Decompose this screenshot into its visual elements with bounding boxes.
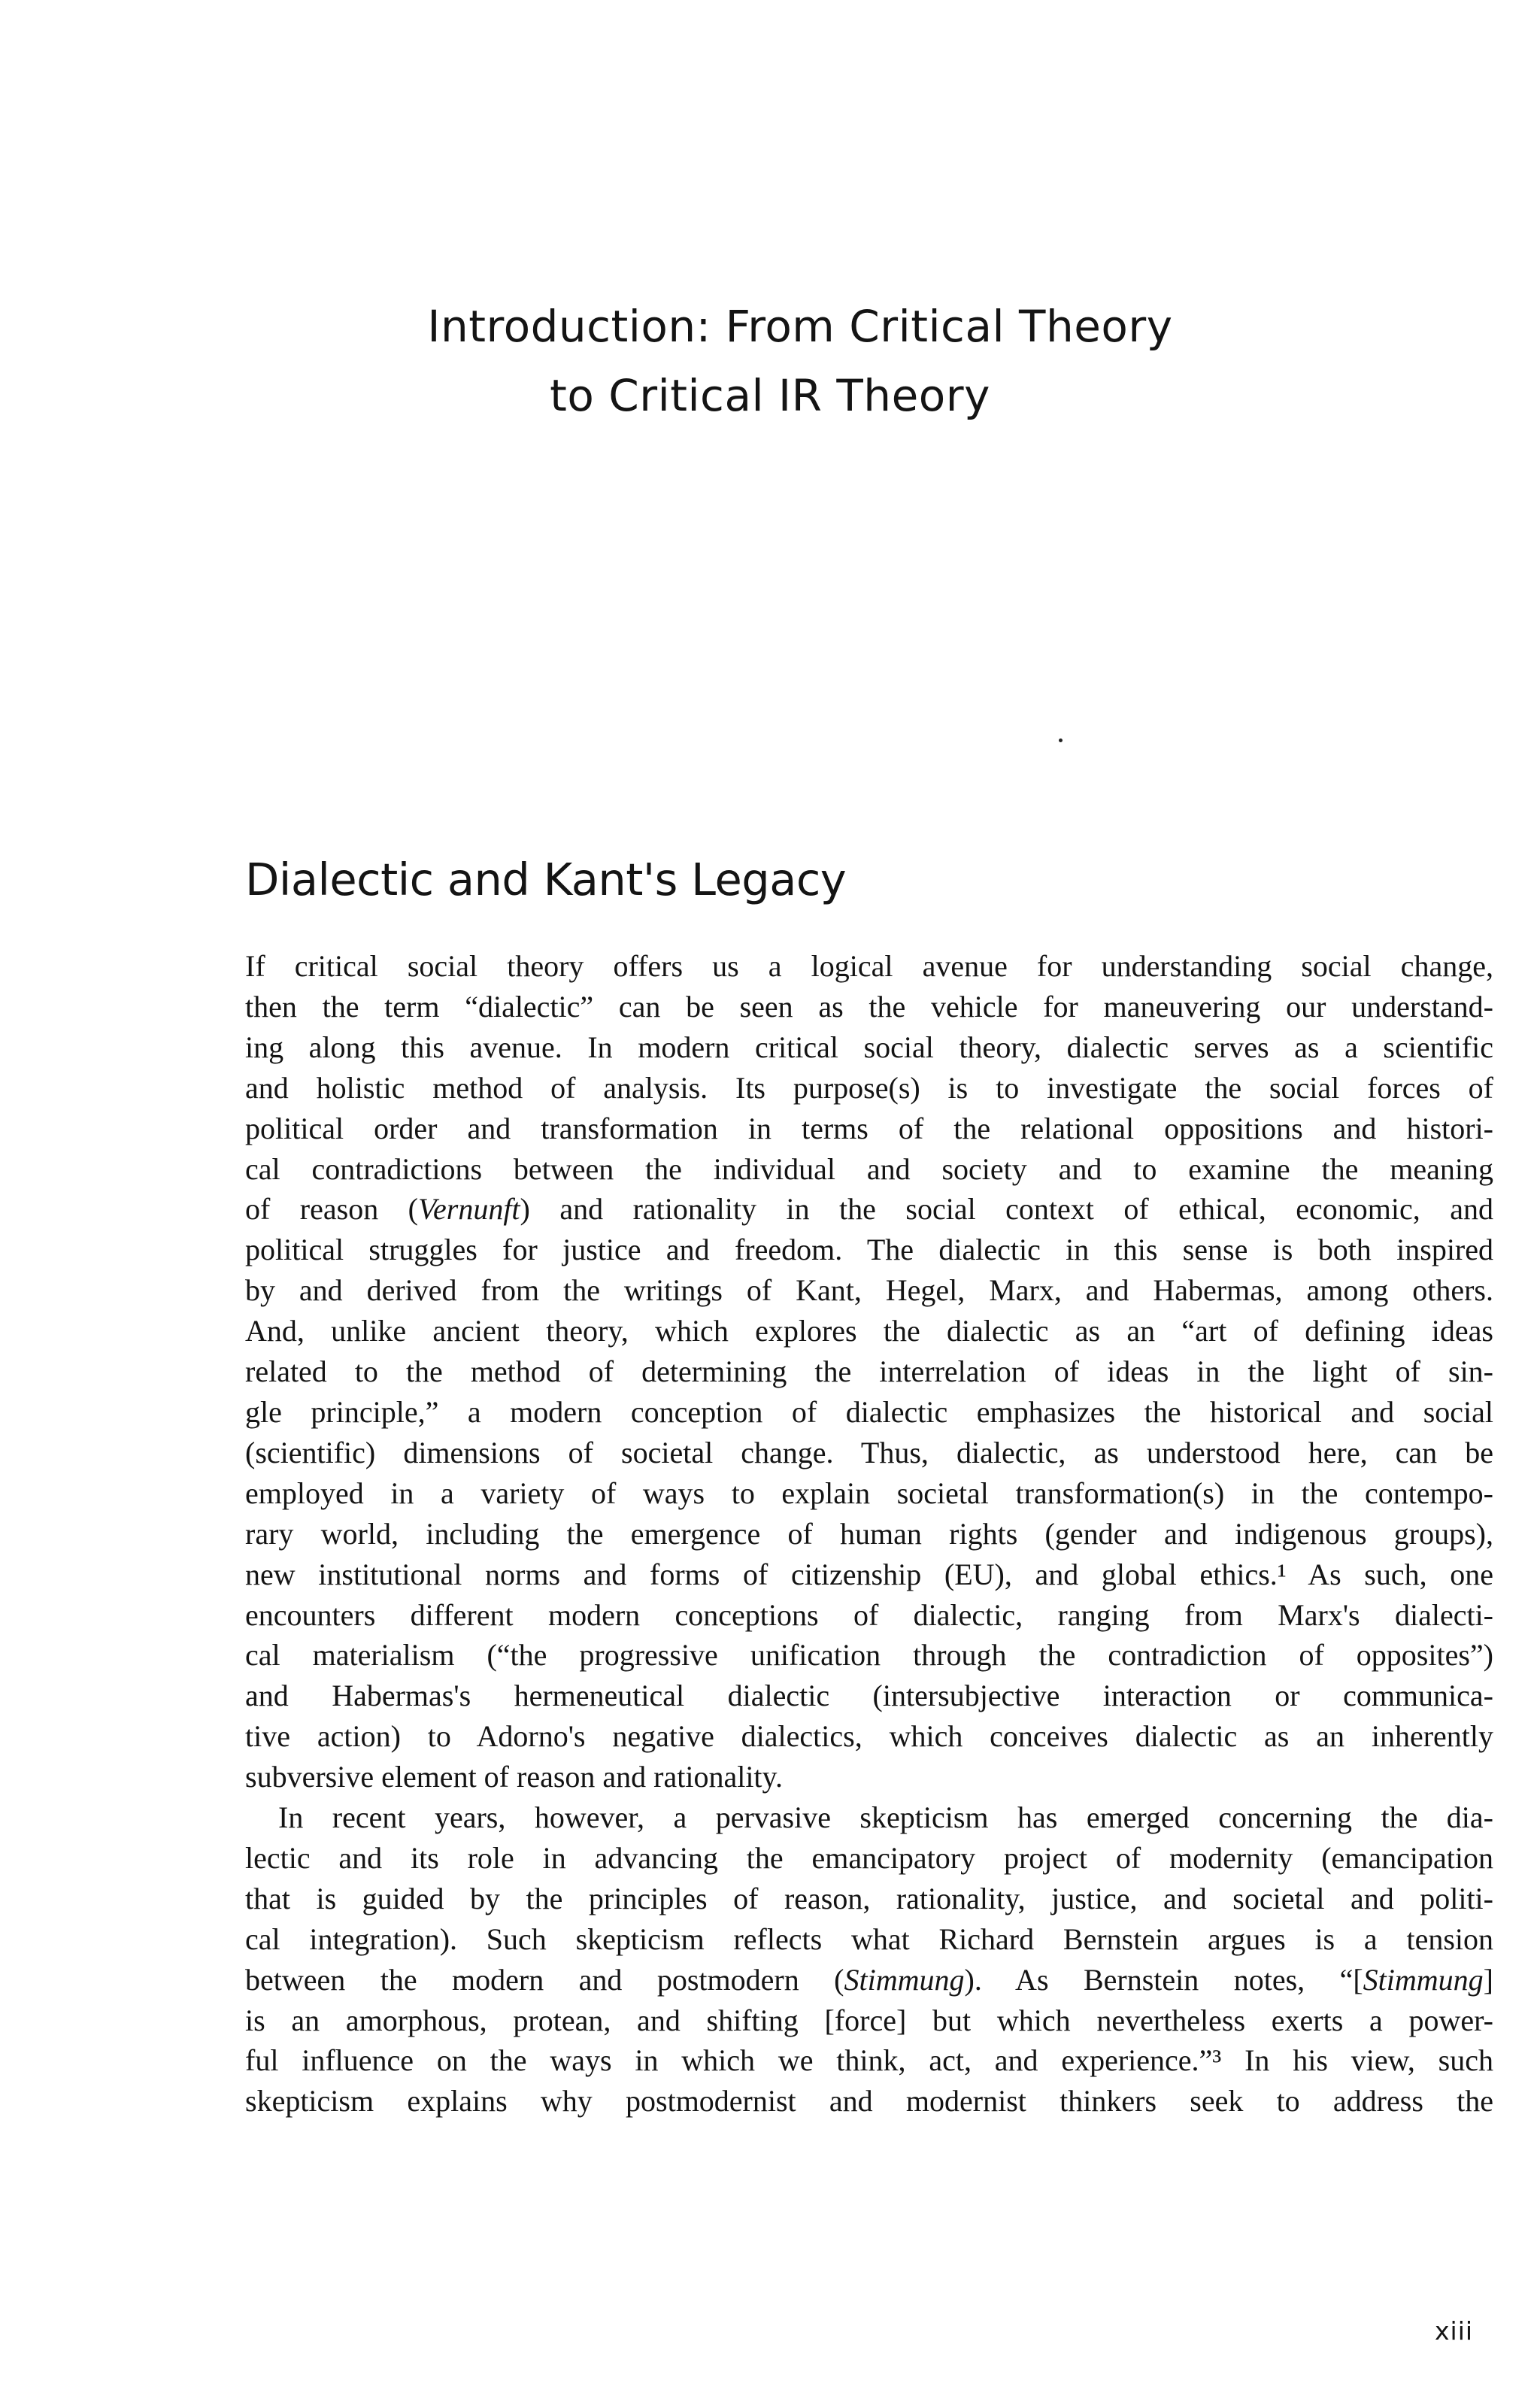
text-line: tive action) to Adorno's negative dialectics, which conceives dialectic as an inherently: [245, 1719, 1493, 1754]
text-line: cal integration). Such skepticism reflects what Richard Bernstein argues is a tension: [245, 1921, 1493, 1956]
text-line: gle principle,” a modern conception of dialectic emphasizes the historical and social: [245, 1394, 1493, 1429]
text-line: new institutional norms and forms of citizenship (EU), and global ethics.¹ As such, one: [245, 1557, 1493, 1591]
text-line: of reason (Vernunft) and rationality in the social context of ethical, economic, and: [245, 1192, 1493, 1227]
text-line: is an amorphous, protean, and shifting [force] but which nevertheless exerts a power-: [245, 2003, 1493, 2037]
text-line: between the modern and postmodern (Stimmung). As Bernstein notes, “[Stimmung]: [245, 1962, 1493, 1997]
text-line: encounters different modern conceptions of dialectic, ranging from Marx's dialecti-: [245, 1597, 1493, 1632]
text-line: (scientific) dimensions of societal change. Thus, dialectic, as understood here, can be: [245, 1435, 1493, 1469]
text-line: and holistic method of analysis. Its purpose(s) is to investigate the social forces of: [245, 1070, 1493, 1105]
text-line: political struggles for justice and freedom. The dialectic in this sense is both inspired: [245, 1233, 1493, 1267]
text-line: If critical social theory offers us a logical avenue for understanding social change,: [245, 949, 1493, 983]
paragraph-1: [245, 946, 1493, 1797]
text-line: skepticism explains why postmodernist and modernist thinkers seek to address the: [245, 2084, 1493, 2119]
text-line: employed in a variety of ways to explain societal transformation(s) in the contempo-: [245, 1476, 1493, 1510]
section-heading: Dialectic and Kant's Legacy: [245, 854, 847, 905]
text-line: that is guided by the principles of reason, rationality, justice, and societal and politi-: [245, 1881, 1493, 1915]
body-text: [245, 946, 1493, 2122]
text-line: And, unlike ancient theory, which explores the dialectic as an “art of defining ideas: [245, 1314, 1493, 1348]
stray-mark: [1059, 739, 1063, 742]
text-line: rary world, including the emergence of human rights (gender and indigenous groups),: [245, 1516, 1493, 1551]
text-line: ing along this avenue. In modern critical social theory, dialectic serves as a scientific: [245, 1030, 1493, 1064]
text-line: by and derived from the writings of Kant, Hegel, Marx, and Habermas, among others.: [245, 1273, 1493, 1308]
text-line: then the term “dialectic” can be seen as the vehicle for maneuvering our understand-: [245, 989, 1493, 1024]
text-line: ful influence on the ways in which we think, act, and experience.”³ In his view, such: [245, 2043, 1493, 2078]
text-line: and Habermas's hermeneutical dialectic (intersubjective interaction or communica-: [245, 1679, 1493, 1713]
text-line: related to the method of determining the interrelation of ideas in the light of sin-: [245, 1354, 1493, 1389]
chapter-title-line-1: Introduction: From Critical Theory: [427, 301, 1173, 352]
text-line: political order and transformation in terms of the relational oppositions and histori-: [245, 1111, 1493, 1145]
chapter-title: [0, 292, 1540, 430]
paragraph-2: [245, 1797, 1493, 2122]
text-line: subversive element of reason and rationality.: [245, 1760, 783, 1794]
page-number: xiii: [1435, 2316, 1474, 2346]
text-line: In recent years, however, a pervasive skepticism has emerged concerning the dia-: [278, 1800, 1493, 1835]
text-line: lectic and its role in advancing the emancipatory project of modernity (emancipation: [245, 1840, 1493, 1875]
text-line: cal materialism (“the progressive unification through the contradiction of opposites”): [245, 1638, 1493, 1673]
chapter-title-line-2: to Critical IR Theory: [550, 370, 990, 421]
text-line: cal contradictions between the individual and society and to examine the meaning: [245, 1151, 1493, 1186]
